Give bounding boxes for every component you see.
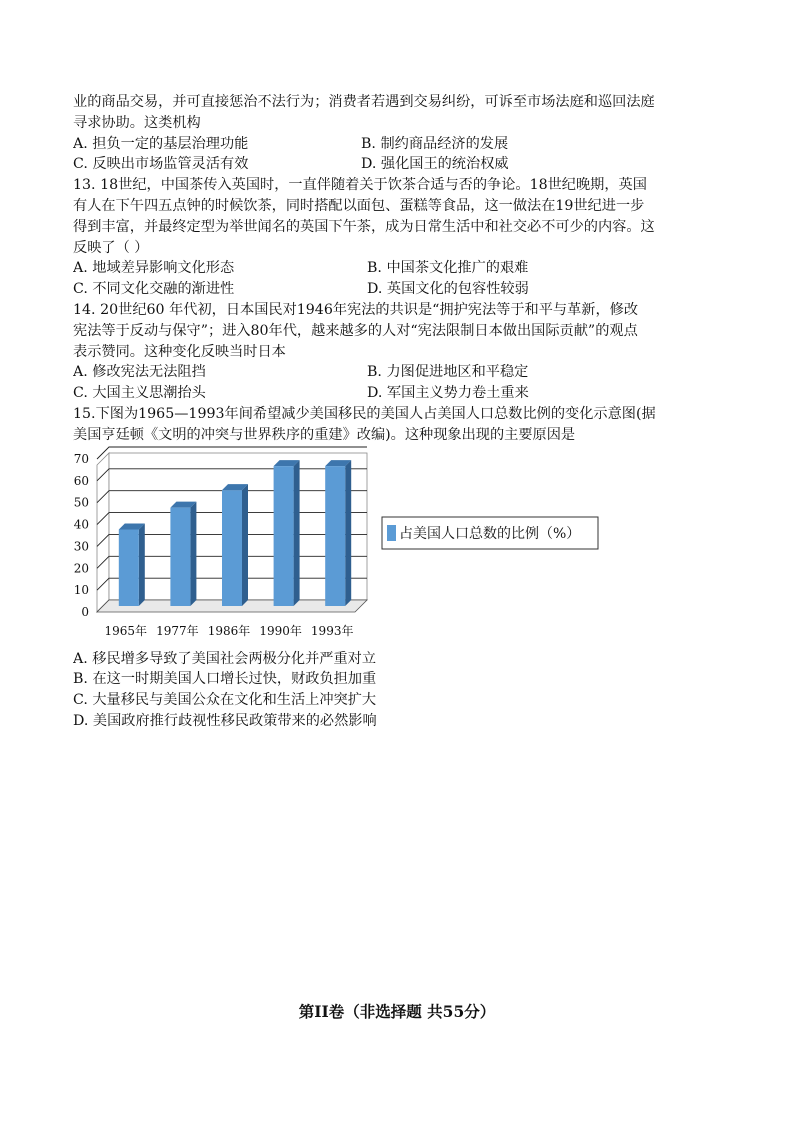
q12-option-c[interactable]: C. 反映出市场监管灵活有效	[73, 156, 249, 173]
q15-option-b[interactable]: B. 在这一时期美国人口增长过快，财政负担加重	[73, 671, 377, 688]
y-tick-label: 30	[73, 538, 89, 553]
question-14	[73, 300, 725, 404]
x-tick-label: 1993年	[310, 623, 354, 638]
y-tick-label: 60	[73, 473, 89, 488]
q15-option-c[interactable]: C. 大量移民与美国公众在文化和生活上冲突扩大	[73, 692, 377, 709]
q13-option-c[interactable]: C. 不同文化交融的渐进性	[73, 281, 235, 298]
bar-side	[242, 484, 248, 606]
q14-stem-line-2: 宪法等于反动与保守”；进入80年代，越来越多的人对“宪法限制日本做出国际贡献”的观点	[73, 322, 638, 339]
x-tick-label: 1977年	[156, 623, 199, 638]
q13-option-a[interactable]: A. 地域差异影响文化形态	[73, 260, 235, 277]
q13-stem-line-4: 反映了（ ）	[73, 239, 149, 256]
q14-option-b[interactable]: B. 力图促进地区和平稳定	[367, 364, 529, 381]
q14-stem-line-1: 14. 20世纪60 年代初，日本国民对1946年宪法的共识是“拥护宪法等于和平与革新，修改	[73, 301, 639, 318]
x-tick-label: 1986年	[207, 623, 251, 638]
bar-side	[190, 501, 196, 605]
q15-option-a[interactable]: A. 移民增多导致了美国社会两极分化并严重对立	[73, 650, 377, 667]
bar	[325, 466, 345, 606]
q12-option-d[interactable]: D. 强化国王的统治权威	[361, 156, 509, 173]
q13-option-b[interactable]: B. 中国茶文化推广的艰难	[367, 260, 529, 277]
immigration-chart	[73, 446, 725, 649]
bar	[170, 507, 190, 605]
q13-stem-line-2: 有人在下午四五点钟的时候饮茶，同时搭配以面包、蛋糕等食品，这一做法在19世纪进一步	[73, 197, 645, 214]
question-13	[73, 175, 725, 300]
question-12	[73, 92, 725, 175]
q15-stem-line-2: 美国亨廷顿《文明的冲突与世界秩序的重建》改编)。这种现象出现的主要原因是	[73, 426, 576, 443]
question-15	[73, 404, 725, 732]
bar	[274, 466, 294, 606]
x-tick-label: 1990年	[259, 623, 302, 638]
y-tick-label: 70	[73, 451, 89, 466]
legend-swatch	[387, 525, 396, 541]
q14-option-d[interactable]: D. 军国主义势力卷土重来	[367, 385, 529, 402]
legend-label: 占美国人口总数的比例（%）	[399, 525, 581, 542]
q13-option-d[interactable]: D. 英国文化的包容性较弱	[367, 281, 529, 298]
q15-option-d[interactable]: D. 美国政府推行歧视性移民政策带来的必然影响	[73, 712, 377, 729]
bar-side	[294, 460, 300, 606]
bar-side	[345, 460, 351, 606]
y-tick-label: 50	[73, 495, 89, 510]
x-tick-label: 1965年	[104, 623, 148, 638]
q13-stem-line-3: 得到丰富，并最终定型为举世闻名的英国下午茶，成为日常生活中和社交必不可少的内容。这	[73, 218, 655, 235]
y-tick-label: 10	[73, 582, 89, 597]
bar	[222, 490, 242, 606]
q14-option-a[interactable]: A. 修改宪法无法阻挡	[73, 364, 206, 381]
exam-page	[73, 92, 725, 732]
bar	[119, 529, 139, 606]
y-tick-label: 20	[73, 560, 89, 575]
q12-option-b[interactable]: B. 制约商品经济的发展	[361, 135, 509, 152]
part-ii-title: 第II卷（非选择题 共55分）	[298, 1002, 496, 1021]
q12-option-a[interactable]: A. 担负一定的基层治理功能	[73, 135, 249, 152]
q14-option-c[interactable]: C. 大国主义思潮抬头	[73, 385, 206, 402]
y-tick-label: 40	[73, 517, 89, 532]
q12-stem-line-2: 寻求协助。这类机构	[73, 114, 201, 131]
q12-stem-line-1: 业的商品交易，并可直接惩治不法行为；消费者若遇到交易纠纷，可诉至市场法庭和巡回法庭	[73, 94, 655, 110]
bar-chart-svg	[73, 446, 725, 649]
q14-stem-line-3: 表示赞同。这种变化反映当时日本	[73, 343, 286, 360]
y-tick-label: 0	[81, 604, 89, 619]
bar-side	[139, 523, 145, 606]
q13-stem-line-1: 13. 18世纪，中国茶传入英国时，一直伴随着关于饮茶合适与否的争论。18世纪晚期，英国	[73, 177, 647, 194]
q15-stem-line-1: 15.下图为1965—1993年间希望减少美国移民的美国人占美国人口总数比例的变化示意图(据	[73, 405, 656, 422]
